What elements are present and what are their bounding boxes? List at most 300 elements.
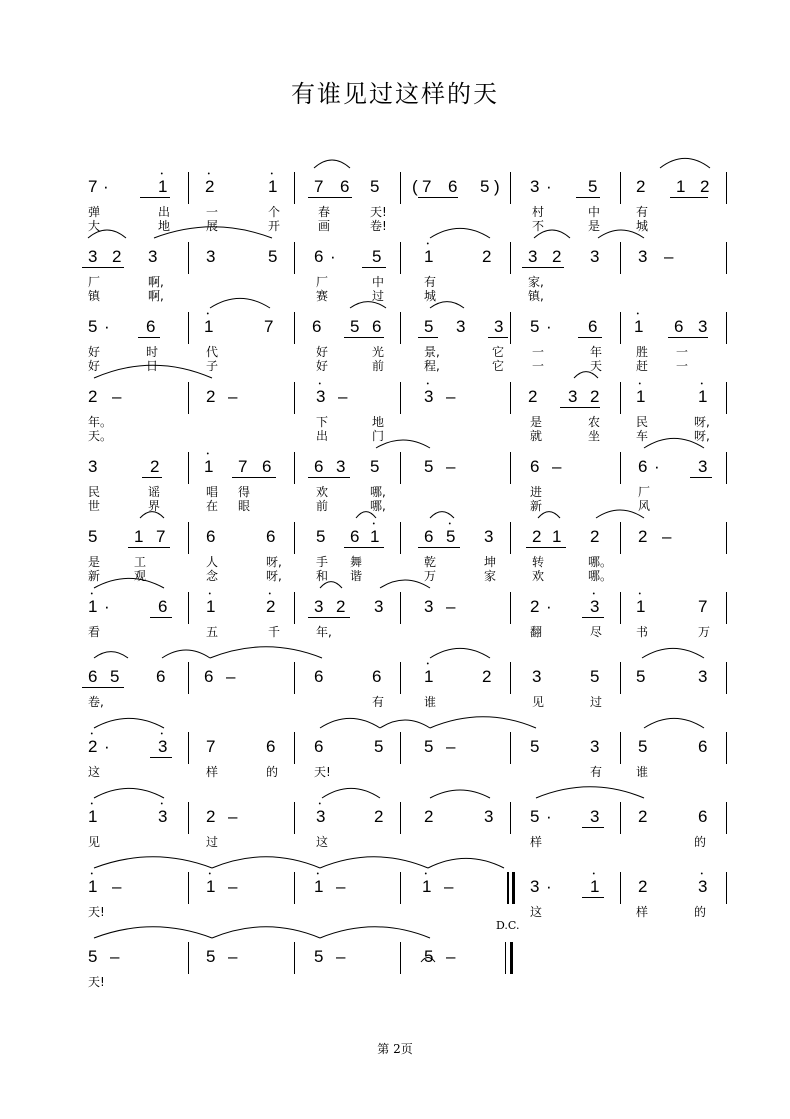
tie-slur xyxy=(536,787,644,798)
octave-dot: • xyxy=(208,591,212,598)
tie-slur xyxy=(94,857,212,868)
tie-slur xyxy=(430,790,490,798)
note: 1 xyxy=(370,527,380,546)
lyric-verse-1: 春 xyxy=(318,205,331,219)
note: – xyxy=(662,527,672,546)
note: 6 xyxy=(262,457,272,476)
note: 5 xyxy=(374,737,384,756)
lyric-verse-2: 日 xyxy=(146,359,159,373)
note: 6 xyxy=(204,667,214,686)
note: – xyxy=(664,247,674,266)
note: 6 xyxy=(206,527,216,546)
lyric-verse-1: 欢 xyxy=(316,485,329,499)
note: 5 xyxy=(530,737,540,756)
note: 3 xyxy=(698,667,708,686)
lyric-verse-1: 的 xyxy=(266,765,279,779)
lyric-verse-1: 舞 xyxy=(350,555,363,569)
lyric-verse-2: 过 xyxy=(372,289,385,303)
octave-dot: • xyxy=(372,521,376,528)
lyric-verse-1: 千 xyxy=(268,625,281,639)
octave-dot: • xyxy=(638,381,642,388)
note: · xyxy=(546,807,552,826)
note: – xyxy=(228,877,238,896)
lyric-verse-2: 卷! xyxy=(370,219,387,233)
lyric-verse-2: 一 xyxy=(676,359,689,373)
note: 5 xyxy=(530,317,540,336)
tie-slur xyxy=(320,927,430,938)
lyric-verse-2: 天 xyxy=(590,359,603,373)
note: – xyxy=(226,667,236,686)
tie-slur xyxy=(320,857,428,868)
note: – xyxy=(446,387,456,406)
lyric-verse-1: 的 xyxy=(694,835,707,849)
octave-dot: • xyxy=(90,801,94,808)
note: 3 xyxy=(88,247,98,266)
lyric-verse-1: 中 xyxy=(372,275,385,289)
lyric-verse-1: 年 xyxy=(590,345,603,359)
note: 5 xyxy=(636,667,646,686)
octave-dot: • xyxy=(700,871,704,878)
tie-slur xyxy=(350,302,386,308)
note: 3 xyxy=(484,807,494,826)
note: – xyxy=(336,947,346,966)
octave-dot: • xyxy=(207,171,211,178)
lyric-verse-2: 画 xyxy=(318,219,331,233)
note: 2 xyxy=(636,177,646,196)
note: 5 xyxy=(316,527,326,546)
tie-slur xyxy=(598,230,644,238)
lyric-verse-1: 天! xyxy=(88,905,105,919)
note: 6 xyxy=(314,247,324,266)
lyric-verse-1: 呀, xyxy=(694,415,710,429)
lyric-verse-1: 地 xyxy=(372,415,385,429)
note: 3 xyxy=(698,457,708,476)
note: 3 xyxy=(316,807,326,826)
note: 6 xyxy=(340,177,350,196)
note: 1 xyxy=(676,177,686,196)
note: 3 xyxy=(374,597,384,616)
note: 2 xyxy=(700,177,710,196)
note: 6 xyxy=(448,177,458,196)
lyric-verse-2: 和 xyxy=(316,569,329,583)
tie-slur xyxy=(94,652,128,658)
note: ( xyxy=(412,177,418,196)
octave-dot: • xyxy=(592,591,596,598)
note: 3 xyxy=(528,247,538,266)
tie-slur xyxy=(644,718,704,728)
note: 6 xyxy=(350,527,360,546)
note: 1 xyxy=(158,177,168,196)
note: 3 xyxy=(568,387,578,406)
octave-dot: • xyxy=(426,241,430,248)
lyric-verse-1: 村 xyxy=(532,205,545,219)
tie-slur xyxy=(430,717,536,728)
tie-slur xyxy=(356,512,376,518)
octave-dot: • xyxy=(90,731,94,738)
note: – xyxy=(552,457,562,476)
note: – xyxy=(336,877,346,896)
note: 2 xyxy=(88,387,98,406)
lyric-verse-1: 看 xyxy=(88,625,101,639)
note: – xyxy=(112,877,122,896)
lyric-verse-2: 家 xyxy=(484,569,497,583)
note: 2 xyxy=(590,527,600,546)
lyric-verse-2: 一 xyxy=(532,359,545,373)
note: 2 xyxy=(266,597,276,616)
octave-dot: • xyxy=(208,871,212,878)
note: 3 xyxy=(590,737,600,756)
note: 6 xyxy=(372,317,382,336)
octave-dot: • xyxy=(90,591,94,598)
lyric-verse-1: 呀, xyxy=(266,555,282,569)
tie-slur xyxy=(660,158,710,168)
octave-dot: • xyxy=(318,801,322,808)
note: · xyxy=(103,177,109,196)
note: 3 xyxy=(494,317,504,336)
lyric-verse-2: 展 xyxy=(206,219,219,233)
note: 1 xyxy=(88,877,98,896)
lyric-verse-1: 啊, xyxy=(148,275,164,289)
note: – xyxy=(112,387,122,406)
note: 3 xyxy=(158,737,168,756)
octave-dot: • xyxy=(160,171,164,178)
lyric-verse-1: 工 xyxy=(134,555,147,569)
lyric-verse-1: 谁 xyxy=(636,765,649,779)
note: 3 xyxy=(158,807,168,826)
lyric-verse-2: 前 xyxy=(316,499,329,513)
lyric-verse-2: 呀, xyxy=(694,429,710,443)
lyric-verse-1: 年, xyxy=(316,625,332,639)
note: 2 xyxy=(336,597,346,616)
lyric-verse-2: 新 xyxy=(530,499,543,513)
octave-dot: • xyxy=(426,381,430,388)
note: 5 xyxy=(424,947,434,966)
note: 3 xyxy=(484,527,494,546)
note: 5 xyxy=(350,317,360,336)
note: 5 xyxy=(638,737,648,756)
lyric-verse-2: 地 xyxy=(158,219,171,233)
lyric-verse-2: 城 xyxy=(424,289,437,303)
note: 2 xyxy=(638,807,648,826)
lyric-verse-1: 一 xyxy=(532,345,545,359)
note: 6 xyxy=(312,317,322,336)
note: 1 xyxy=(636,597,646,616)
lyric-verse-1: 人 xyxy=(206,555,219,569)
tie-slur xyxy=(94,365,212,378)
tie-slur xyxy=(380,720,430,728)
note: – xyxy=(444,877,454,896)
tie-slur xyxy=(210,647,322,658)
note: 2 xyxy=(206,387,216,406)
lyric-verse-1: 代 xyxy=(206,345,219,359)
lyric-verse-1: 家, xyxy=(528,275,544,289)
note: 2 xyxy=(638,527,648,546)
note: 7 xyxy=(238,457,248,476)
fermata-icon xyxy=(421,958,435,963)
note: 7 xyxy=(314,177,324,196)
lyric-verse-1: 样 xyxy=(206,765,219,779)
note: 2 xyxy=(206,807,216,826)
lyric-verse-1: 见 xyxy=(532,695,545,709)
tie-slur xyxy=(320,718,380,728)
tie-slur xyxy=(428,858,504,868)
note: 7 xyxy=(206,737,216,756)
lyric-verse-2: 子 xyxy=(206,359,219,373)
lyric-verse-1: 这 xyxy=(88,765,101,779)
octave-dot: • xyxy=(206,451,210,458)
lyric-verse-2: 呀, xyxy=(266,569,282,583)
lyric-verse-1: 五 xyxy=(206,625,219,639)
tie-slur xyxy=(94,927,212,938)
lyric-verse-1: 尽 xyxy=(590,625,603,639)
note: 1 xyxy=(636,387,646,406)
note: 6 xyxy=(156,667,166,686)
note: 3 xyxy=(314,597,324,616)
lyric-verse-2: 念 xyxy=(206,569,219,583)
note: 5 xyxy=(588,177,598,196)
note: – xyxy=(228,947,238,966)
lyric-verse-1: 天! xyxy=(314,765,331,779)
note: 1 xyxy=(424,667,434,686)
octave-dot: • xyxy=(592,871,596,878)
note: 1 xyxy=(422,877,432,896)
note: 5 xyxy=(530,807,540,826)
note: 3 xyxy=(424,387,434,406)
note: 7 xyxy=(88,177,98,196)
tie-slur xyxy=(212,927,320,938)
lyric-verse-1: 天! xyxy=(370,205,387,219)
note: 1 xyxy=(134,527,144,546)
note: 3 xyxy=(590,247,600,266)
lyric-verse-2: 在 xyxy=(206,499,219,513)
note: 5 xyxy=(424,317,434,336)
lyric-verse-1: 出 xyxy=(158,205,171,219)
note: 5 xyxy=(268,247,278,266)
note: 2 xyxy=(482,667,492,686)
tie-slur xyxy=(322,788,380,798)
lyric-verse-1: 见 xyxy=(88,835,101,849)
lyric-verse-1: 样 xyxy=(636,905,649,919)
lyric-verse-2: 新 xyxy=(88,569,101,583)
lyric-verse-1: 民 xyxy=(636,415,649,429)
lyric-verse-1: 这 xyxy=(316,835,329,849)
note: 6 xyxy=(88,667,98,686)
lyric-verse-1: 厂 xyxy=(316,275,329,289)
note: 1 xyxy=(204,457,214,476)
note: 3 xyxy=(530,877,540,896)
lyric-verse-1: 样 xyxy=(530,835,543,849)
note: 1 xyxy=(206,597,216,616)
lyric-verse-1: 手 xyxy=(316,555,329,569)
lyric-verse-1: 过 xyxy=(590,695,603,709)
tie-slur xyxy=(430,648,490,658)
lyric-verse-1: 过 xyxy=(206,835,219,849)
note: 3 xyxy=(456,317,466,336)
note: – xyxy=(338,387,348,406)
tie-slur xyxy=(94,578,164,588)
note: 2 xyxy=(205,177,215,196)
lyric-verse-1: 下 xyxy=(316,415,329,429)
lyric-verse-1: 有 xyxy=(636,205,649,219)
note: 1 xyxy=(424,247,434,266)
note: 5 xyxy=(314,947,324,966)
lyric-verse-2: 眼 xyxy=(238,499,251,513)
note: 3 xyxy=(88,457,98,476)
note: 1 xyxy=(206,877,216,896)
note: 5 xyxy=(370,177,380,196)
lyric-verse-2: 开 xyxy=(268,219,281,233)
tie-slur xyxy=(430,302,464,308)
note: 6 xyxy=(314,737,324,756)
note: 1 xyxy=(268,177,278,196)
octave-dot: • xyxy=(318,381,322,388)
tie-slur xyxy=(538,512,560,518)
note: 6 xyxy=(266,527,276,546)
note: – xyxy=(446,947,456,966)
lyric-verse-1: 弹 xyxy=(88,205,101,219)
lyric-verse-1: 好 xyxy=(88,345,101,359)
note: – xyxy=(110,947,120,966)
tie-slur xyxy=(94,718,164,728)
note: 3 xyxy=(424,597,434,616)
lyric-verse-2: 好 xyxy=(316,359,329,373)
lyric-verse-2: 好 xyxy=(88,359,101,373)
lyric-verse-1: 万 xyxy=(698,625,711,639)
lyric-verse-1: 一 xyxy=(676,345,689,359)
tie-slur xyxy=(534,230,570,238)
note: 6 xyxy=(638,457,648,476)
tie-slur xyxy=(430,512,454,518)
note: 3 xyxy=(336,457,346,476)
lyric-verse-2: 门 xyxy=(372,429,385,443)
dc-mark: D.C. xyxy=(496,919,520,932)
note: 6 xyxy=(158,597,168,616)
lyric-verse-2: 观 xyxy=(134,569,147,583)
lyric-verse-2: 哪。 xyxy=(588,569,613,583)
note: 1 xyxy=(698,387,708,406)
note: 6 xyxy=(530,457,540,476)
note: · xyxy=(104,597,110,616)
lyric-verse-2: 程, xyxy=(424,359,440,373)
lyric-verse-2: 就 xyxy=(530,429,543,443)
note: 7 xyxy=(422,177,432,196)
note: 2 xyxy=(88,737,98,756)
note: 3 xyxy=(148,247,158,266)
song-title: 有谁见过这样的天 xyxy=(291,80,499,108)
note: 1 xyxy=(590,877,600,896)
lyric-verse-1: 景, xyxy=(424,345,440,359)
tie-slur xyxy=(430,228,490,238)
note: · xyxy=(654,457,660,476)
lyric-verse-1: 中 xyxy=(588,205,601,219)
lyric-verse-2: 大 xyxy=(88,219,101,233)
octave-dot: • xyxy=(700,381,704,388)
note: 5 xyxy=(206,947,216,966)
note: 3 xyxy=(316,387,326,406)
lyric-verse-1: 有 xyxy=(372,695,385,709)
lyric-verse-2: 镇 xyxy=(88,289,101,303)
tie-slur xyxy=(162,650,210,658)
octave-dot: • xyxy=(206,311,210,318)
note: 5 xyxy=(88,527,98,546)
lyric-verse-2: 镇, xyxy=(528,289,544,303)
lyric-verse-2: 是 xyxy=(588,219,601,233)
note: 2 xyxy=(528,387,538,406)
note: 5 xyxy=(424,737,434,756)
note: 2 xyxy=(532,527,542,546)
note: 5 xyxy=(480,177,490,196)
tie-slur xyxy=(94,788,164,798)
tie-slur xyxy=(210,298,270,308)
lyric-verse-1: 是 xyxy=(88,555,101,569)
lyric-verse-2: 啊, xyxy=(148,289,164,303)
note: 6 xyxy=(674,317,684,336)
lyric-verse-1: 它 xyxy=(492,345,505,359)
note: · xyxy=(546,317,552,336)
tie-slur xyxy=(644,438,704,448)
lyric-verse-1: 有 xyxy=(590,765,603,779)
lyric-verse-2: 风 xyxy=(638,499,651,513)
lyric-verse-1: 一 xyxy=(206,205,219,219)
tie-slur xyxy=(642,648,704,658)
lyric-verse-1: 这 xyxy=(530,905,543,919)
lyric-verse-1: 哪, xyxy=(370,485,386,499)
octave-dot: • xyxy=(316,871,320,878)
note: 2 xyxy=(552,247,562,266)
note: 3 xyxy=(698,317,708,336)
lyric-verse-2: 谐 xyxy=(350,569,363,583)
lyric-verse-2: 城 xyxy=(636,219,649,233)
note: 6 xyxy=(372,667,382,686)
note: 1 xyxy=(552,527,562,546)
note: – xyxy=(228,807,238,826)
note: 2 xyxy=(112,247,122,266)
lyric-verse-1: 有 xyxy=(424,275,437,289)
tie-slur xyxy=(88,230,126,238)
lyric-verse-1: 是 xyxy=(530,415,543,429)
lyric-verse-2: 赛 xyxy=(316,289,329,303)
note: 5 xyxy=(110,667,120,686)
note: 7 xyxy=(264,317,274,336)
note: 2 xyxy=(590,387,600,406)
lyric-verse-2: 赶 xyxy=(636,359,649,373)
note: 6 xyxy=(314,457,324,476)
note: 6 xyxy=(698,807,708,826)
note: 6 xyxy=(314,667,324,686)
note: 1 xyxy=(634,317,644,336)
note: 6 xyxy=(588,317,598,336)
lyric-verse-2: 天。 xyxy=(88,429,113,443)
lyric-verse-2: 万 xyxy=(424,569,437,583)
note: 3 xyxy=(698,877,708,896)
note: 5 xyxy=(424,457,434,476)
note: 5 xyxy=(590,667,600,686)
lyric-verse-1: 的 xyxy=(694,905,707,919)
tie-slur xyxy=(212,857,320,868)
note: 6 xyxy=(424,527,434,546)
lyric-verse-1: 天! xyxy=(88,975,105,989)
note: 1 xyxy=(88,597,98,616)
note: 3 xyxy=(532,667,542,686)
lyric-verse-2: 前 xyxy=(372,359,385,373)
lyric-verse-1: 坤 xyxy=(484,555,497,569)
note: 2 xyxy=(638,877,648,896)
lyric-verse-1: 年。 xyxy=(88,415,113,429)
lyric-verse-1: 谁 xyxy=(424,695,437,709)
lyric-verse-1: 乾 xyxy=(424,555,437,569)
octave-dot: • xyxy=(90,871,94,878)
tie-slur xyxy=(574,372,598,378)
